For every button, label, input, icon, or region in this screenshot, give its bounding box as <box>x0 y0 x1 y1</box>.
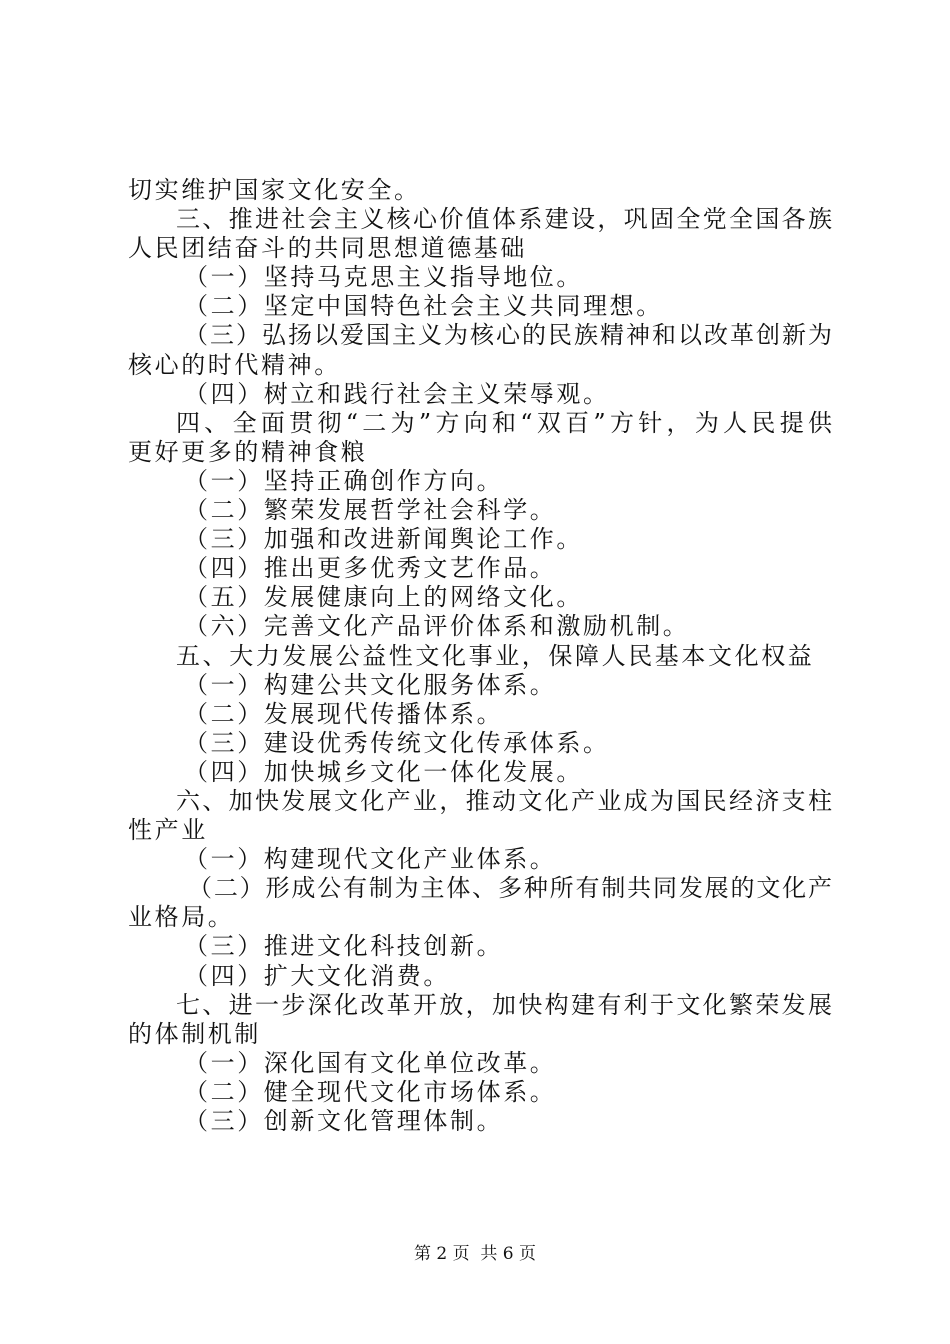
text-line: （六）完善文化产品评价体系和激励机制。 <box>184 612 690 641</box>
text-line: （四）推出更多优秀文艺作品。 <box>184 554 557 583</box>
text-line: 更好更多的精神食粮 <box>128 437 368 466</box>
text-line: （一）构建公共文化服务体系。 <box>184 670 557 699</box>
text-line: （三）弘扬以爱国主义为核心的民族精神和以改革创新为 <box>184 321 832 350</box>
text-line: （二）繁荣发展哲学社会科学。 <box>184 496 557 525</box>
text-line: （四）加快城乡文化一体化发展。 <box>184 757 583 786</box>
text-line: （三）建设优秀传统文化传承体系。 <box>184 728 610 757</box>
text-line: 六、加快发展文化产业，推动文化产业成为国民经济支柱 <box>176 786 832 815</box>
text-line: （二）发展现代传播体系。 <box>184 699 504 728</box>
text-line: 性产业 <box>128 816 208 845</box>
text-line: （二）形成公有制为主体、多种所有制共同发展的文化产 <box>188 874 832 903</box>
text-line: （一）坚持马克思主义指导地位。 <box>184 263 583 292</box>
text-line: （三）加强和改进新闻舆论工作。 <box>184 525 583 554</box>
text-line: 切实维护国家文化安全。 <box>128 176 421 204</box>
text-line: （五）发展健康向上的网络文化。 <box>184 583 583 612</box>
text-line: （一）深化国有文化单位改革。 <box>184 1048 557 1077</box>
text-line: （二）坚定中国特色社会主义共同理想。 <box>184 292 663 321</box>
text-line: 四、全面贯彻“二为”方向和“双百”方针，为人民提供 <box>176 408 832 437</box>
text-line: 五、大力发展公益性文化事业，保障人民基本文化权益 <box>176 641 815 670</box>
document-body <box>128 176 832 1136</box>
page-footer <box>0 1243 950 1265</box>
page-number-label: 第 2 页 共 6 页 <box>413 1244 537 1264</box>
text-line: 核心的时代精神。 <box>128 350 341 379</box>
text-line: 三、推进社会主义核心价值体系建设，巩固全党全国各族 <box>176 205 832 234</box>
text-line: （四）扩大文化消费。 <box>184 961 450 990</box>
text-line: （三）创新文化管理体制。 <box>184 1107 504 1135</box>
text-line: （四）树立和践行社会主义荣辱观。 <box>184 379 610 408</box>
text-line: （二）健全现代文化市场体系。 <box>184 1077 557 1106</box>
text-line: （一）坚持正确创作方向。 <box>184 466 504 495</box>
text-line: 人民团结奋斗的共同思想道德基础 <box>128 234 527 263</box>
text-line: （三）推进文化科技创新。 <box>184 932 504 961</box>
text-line: （一）构建现代文化产业体系。 <box>184 845 557 874</box>
text-line: 业格局。 <box>128 903 235 932</box>
text-line: 的体制机制 <box>128 1019 261 1048</box>
text-line: 七、进一步深化改革开放，加快构建有利于文化繁荣发展 <box>176 990 832 1019</box>
